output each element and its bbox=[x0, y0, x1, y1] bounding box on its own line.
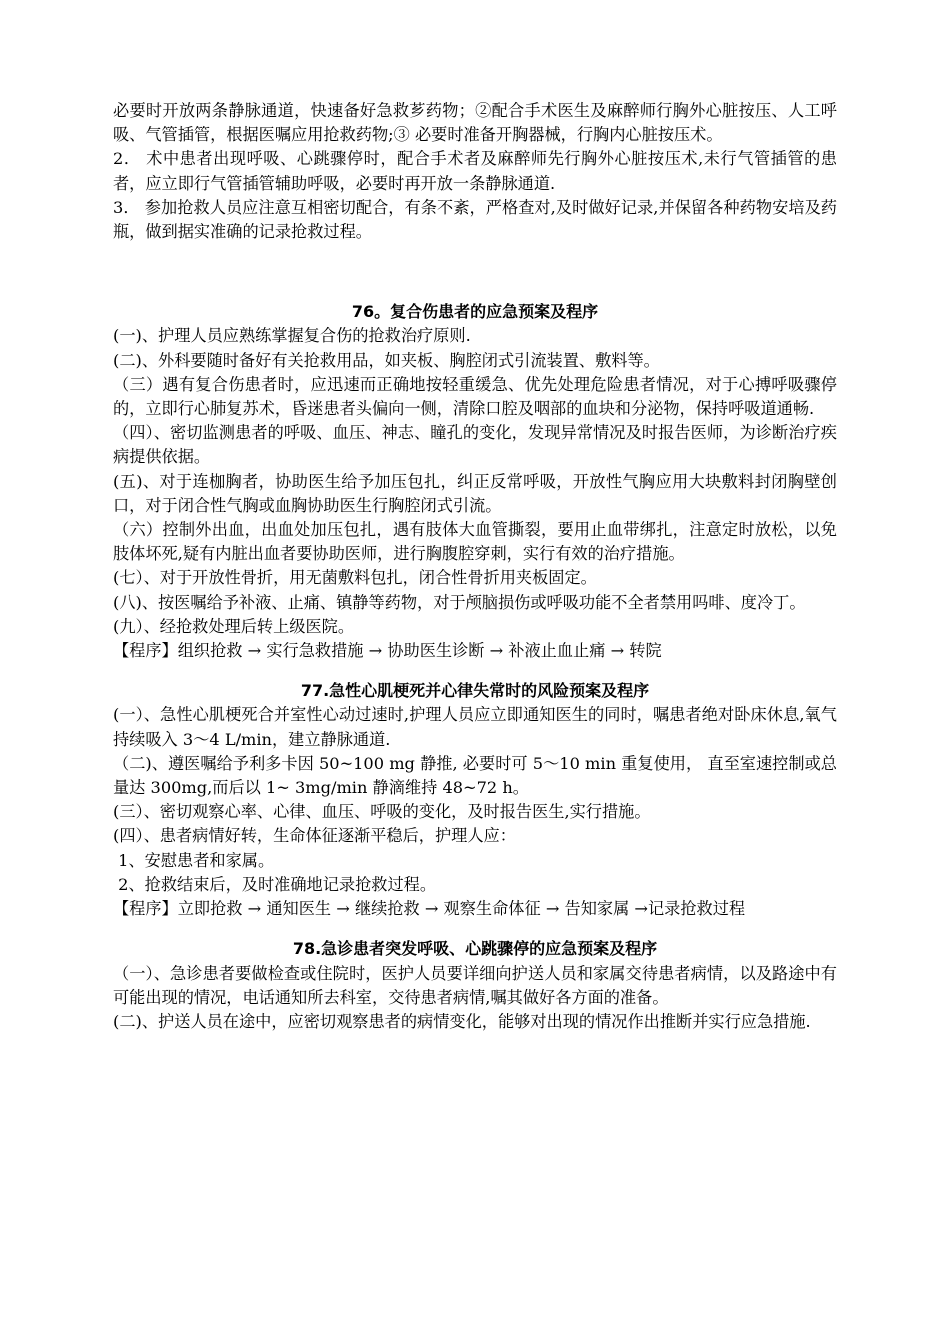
section-76 bbox=[113, 300, 837, 663]
procedure-line: 【程序】立即抢救 → 通知医生 → 继续抢救 → 观察生命体征 → 告知家属 →记录抢救过程 bbox=[113, 899, 746, 919]
section-paragraph: (二)、外科要随时备好有关抢救用品，如夹板、胸腔闭式引流装置、敷料等。 bbox=[113, 350, 660, 370]
section-78 bbox=[113, 937, 837, 1034]
section-paragraph: (四）、患者病情好转，生命体征逐渐平稳后，护理人应： bbox=[113, 826, 516, 846]
intro-paragraph: 2． 术中患者出现呼吸、心跳骤停时，配合手术者及麻醉师先行胸外心脏按压术,未行气管插管的患者，应立即行气管插管辅助呼吸，必要时再开放一条静脉通道. bbox=[113, 149, 837, 193]
section-title: 77.急性心肌梗死并心律失常时的风险预案及程序 bbox=[300, 681, 650, 701]
document-page bbox=[113, 99, 837, 1034]
section-title: 78.急诊患者突发呼吸、心跳骤停的应急预案及程序 bbox=[292, 939, 658, 959]
section-paragraph: （一）、急诊患者要做检查或住院时，医护人员要详细向护送人员和家属交待患者病情，以及路途中有可能出现的情况，电话通知所去科室，交待患者病情,嘱其做好各方面的准备。 bbox=[113, 963, 837, 1007]
section-77 bbox=[113, 679, 837, 921]
section-paragraph: (一）、急性心肌梗死合并室性心动过速时,护理人员应立即通知医生的同时，嘱患者绝对卧床休息,氧气持续吸入 3～4 L/min，建立静脉通道. bbox=[113, 705, 837, 749]
section-paragraph: (九）、经抢救处理后转上级医院。 bbox=[113, 616, 355, 636]
section-paragraph: (三）、密切观察心率、心律、血压、呼吸的变化，及时报告医生,实行措施。 bbox=[113, 802, 651, 822]
procedure-line: 【程序】组织抢救 → 实行急救措施 → 协助医生诊断 → 补液止血止痛 → 转院 bbox=[113, 641, 662, 661]
intro-paragraph: 3． 参加抢救人员应注意互相密切配合，有条不紊，严格查对,及时做好记录,并保留各种药物安培及药瓶，做到据实准确的记录抢救过程。 bbox=[113, 197, 837, 242]
section-paragraph: (八)、按医嘱给予补液、止痛、镇静等药物，对于颅脑损伤或呼吸功能不全者禁用吗啡、度冷丁。 bbox=[113, 592, 806, 612]
intro-section bbox=[113, 99, 837, 244]
section-paragraph: （三）遇有复合伤患者时，应迅速而正确地按轻重缓急、优先处理危险患者情况，对于心搏呼吸骤停的，立即行心肺复苏术，昏迷患者头偏向一侧，清除口腔及咽部的血块和分泌物，保持呼吸道通畅. bbox=[113, 374, 837, 419]
section-paragraph: （四）、密切监测患者的呼吸、血压、神志、瞳孔的变化，发现异常情况及时报告医师，为诊断治疗疾病提供依据。 bbox=[113, 423, 837, 467]
section-paragraph: (一)、护理人员应熟练掌握复合伤的抢救治疗原则. bbox=[113, 326, 471, 346]
section-paragraph: (二)、护送人员在途中，应密切观察患者的病情变化，能够对出现的情况作出推断并实行应急措施. bbox=[113, 1011, 811, 1031]
section-title: 76。复合伤患者的应急预案及程序 bbox=[351, 302, 599, 322]
section-paragraph: （六）控制外出血，出血处加压包扎，遇有肢体大血管撕裂，要用止血带绑扎，注意定时放松，以免肢体坏死,疑有内脏出血者要协助医师，进行胸腹腔穿刺，实行有效的治疗措施。 bbox=[113, 520, 837, 564]
section-paragraph: （二)、遵医嘱给予利多卡因 50~100 mg 静推, 必要时可 5～10 min 重复使用， 直至室速控制或总量达 300mg,而后以 1~ 3mg/min 静滴维持 48~72 h。 bbox=[113, 753, 837, 798]
section-paragraph: 1、安慰患者和家属。 bbox=[113, 850, 275, 870]
intro-paragraph: 必要时开放两条静脉通道，快速备好急救芗药物；②配合手术医生及麻醉师行胸外心脏按压、人工呼吸、气管插管，根据医嘱应用抢救药物;③ 必要时准备开胸器械，行胸内心脏按压术。 bbox=[113, 101, 837, 145]
section-paragraph: (五)、对于连枷胸者，协助医生给予加压包扎，纠正反常呼吸，开放性气胸应用大块敷料封闭胸壁创口，对于闭合性气胸或血胸协助医生行胸腔闭式引流。 bbox=[113, 471, 837, 515]
section-paragraph: (七）、对于开放性骨折，用无菌敷料包扎，闭合性骨折用夹板固定。 bbox=[113, 568, 597, 588]
section-paragraph: 2、抢救结束后，及时准确地记录抢救过程。 bbox=[113, 874, 437, 894]
